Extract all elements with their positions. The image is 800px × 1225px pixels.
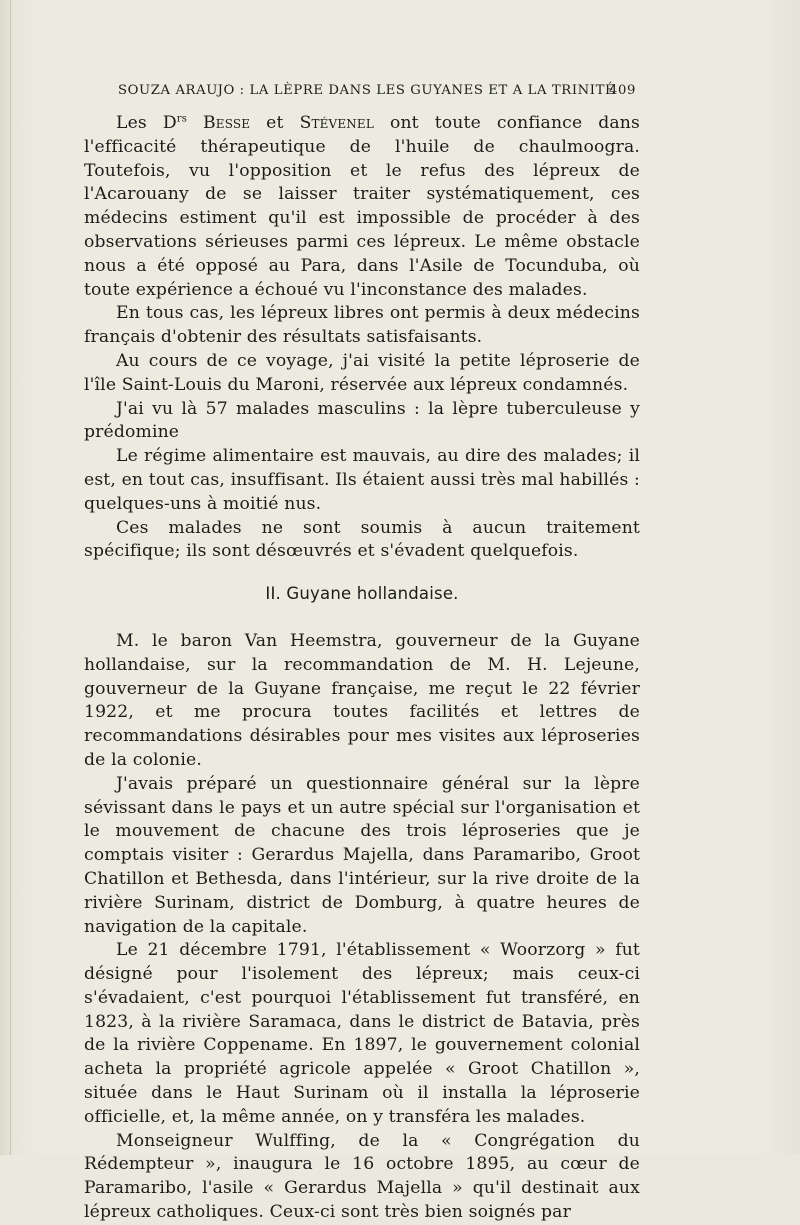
p1-superscript: rs	[176, 113, 188, 125]
p1-text-c: et	[250, 113, 300, 133]
paragraph-7: M. le baron Van Heemstra, gouverneur de la Guyane hollandaise, sur la recommandation de M. H. Lejeune, gouverneur de la Guyane française, me reçut le 22 février 1922, et me procura toutes facilités et lettres de recommandations désirables pour mes visites aux léproseries de la colonie.	[84, 630, 640, 770]
paragraph-5: Le régime alimentaire est mauvais, au dire des malades; il est, en tout cas, insuffisant. Ils étaient aussi très mal habillés : quelques-uns à moitié nus.	[84, 446, 640, 514]
paragraph-3: Au cours de ce voyage, j'ai visité la petite léproserie de l'île Saint-Louis du Maroni, réservée aux lépreux condamnés.	[84, 350, 640, 395]
paragraph-8: J'avais préparé un questionnaire général sur la lèpre sévissant dans le pays et un autre spécial sur l'organisation et le mouvement de chacune des trois léproseries que je comptais visiter : Gerardus Majella, dans Paramaribo, Groot Chatillon et Bethesda, dans l'intérieur, sur la rive droite de la rivière Surinam, district de Domburg, à quatre heures de navigation de la capitale.	[84, 773, 640, 937]
running-title: SOUZA ARAUJO : LA LÈPRE DANS LES GUYANES ET A LA TRINITÉ	[118, 83, 616, 98]
paragraph-2: En tous cas, les lépreux libres ont permis à deux médecins français d'obtenir des résultats satisfaisants.	[84, 303, 640, 348]
body-text	[84, 112, 640, 1225]
name-stevenel: Stévenel	[299, 113, 374, 133]
p1-text-d: ont toute confiance dans l'efficacité thérapeutique de l'huile de chaulmoogra. Toutefois, vu l'opposition et le refus des lépreux de l'Acarouany de se laisser traiter systématiquement, ces médecins estiment qu'il est impossible de procéder à des observations sérieuses parmi ces lépreux. Le même obstacle nous a été opposé au Para, dans l'Asile de Tocunduba, où toute expérience a échoué vu l'inconstance des malades.	[84, 113, 641, 300]
paragraph-6: Ces malades ne sont soumis à aucun traitement spécifique; ils sont désœuvrés et s'évadent quelquefois.	[84, 517, 640, 562]
p1-text-a: Les D	[116, 113, 177, 133]
page-number: 409	[609, 83, 636, 98]
page-gutter	[10, 0, 11, 1155]
section-heading: II. Guyane hollandaise.	[265, 584, 459, 604]
name-besse: Besse	[203, 113, 251, 133]
p1-text-b	[187, 113, 203, 133]
paragraph-10: Monseigneur Wulffing, de la « Congrégation du Rédempteur », inaugura le 16 octobre 1895, au cœur de Paramaribo, l'asile « Gerardus Majella » qu'il destinait aux lépreux catholiques. Ceux-ci sont très bien soignés par	[84, 1130, 640, 1223]
paragraph-1	[84, 112, 640, 302]
paragraph-4: J'ai vu là 57 malades masculins : la lèpre tuberculeuse y prédomine	[84, 398, 640, 443]
paragraph-9: Le 21 décembre 1791, l'établissement « Woorzorg » fut désigné pour l'isolement des lépreux; mais ceux-ci s'évadaient, c'est pourquoi l'établissement fut transféré, en 1823, à la rivière Saramaca, dans le district de Batavia, près de la rivière Coppename. En 1897, le gouvernement colonial acheta la propriété agricole appelée « Groot Chatillon », située dans le Haut Surinam où il installa la léproserie officielle, et, la même année, on y transféra les malades.	[84, 940, 640, 1127]
